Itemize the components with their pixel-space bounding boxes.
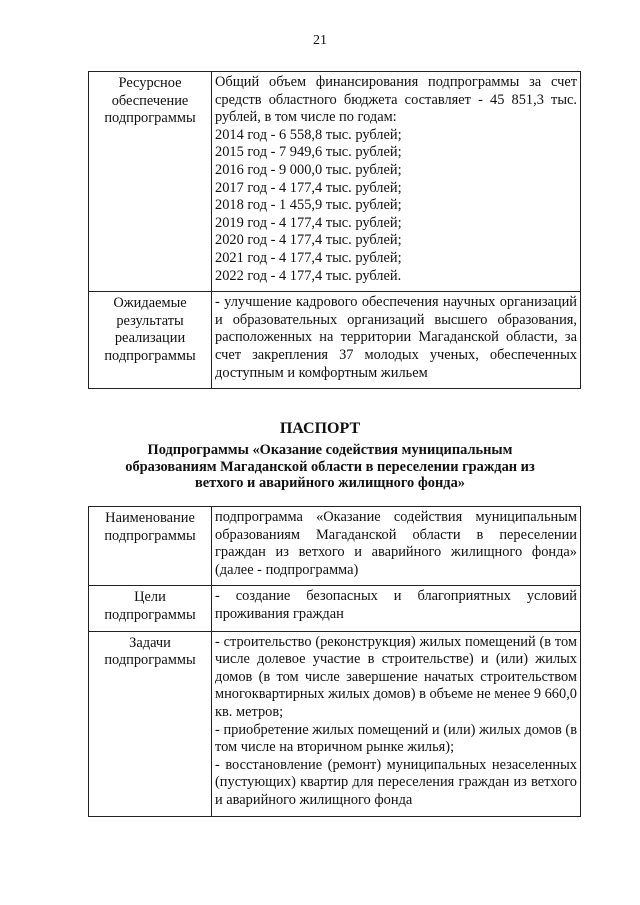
task-item-restoration: - восстановление (ремонт) муниципальных незаселенных (пустующих) квартир для переселения граждан из ветхого и аварийного жилищного фонда	[215, 756, 577, 808]
table-row	[89, 72, 581, 292]
passport-title: ПАСПОРТ	[279, 420, 361, 437]
funding-year-2021: 2021 год - 4 177,4 тыс. рублей;	[215, 249, 402, 266]
funding-text: Общий объем финансирования подпрограммы за счет средств областного бюджета составляет - 45 851,3 тыс. рублей, в том числе по годам:	[215, 74, 577, 126]
funding-year-2014: 2014 год - 6 558,8 тыс. рублей;	[215, 126, 402, 143]
funding-year-2017: 2017 год - 4 177,4 тыс. рублей;	[215, 179, 402, 196]
goals-label: Цели подпрограммы	[89, 586, 212, 631]
table-row	[89, 507, 581, 586]
name-label: Наименование подпрограммы	[89, 507, 212, 586]
funding-year-2016: 2016 год - 9 000,0 тыс. рублей;	[215, 161, 402, 178]
page-number: 21	[313, 33, 327, 48]
funding-label: Ресурсное обеспечение подпрограммы	[89, 72, 212, 292]
funding-year-2020: 2020 год - 4 177,4 тыс. рублей;	[215, 232, 402, 249]
table-row	[89, 586, 581, 631]
results-value: - улучшение кадрового обеспечения научных организаций и образовательных организаций высшего образования, расположенных на территории Магаданской области, за счет закрепления 37 молодых ученых, обеспеченных доступным и комфортным жильем	[212, 292, 581, 389]
tasks-label: Задачи подпрограммы	[89, 631, 212, 816]
goals-value: - создание безопасных и благоприятных условий проживания граждан	[212, 586, 581, 631]
task-item-purchase: - приобретение жилых помещений и (или) жилых домов (в том числе на вторичном рынке жилья);	[215, 721, 577, 756]
subprogram-continuation-table	[88, 71, 581, 389]
funding-year-2015: 2015 год - 7 949,6 тыс. рублей;	[215, 144, 402, 161]
task-item-construction: - строительство (реконструкция) жилых помещений (в том числе долевое участие в строительстве) и (или) жилых домов (в том числе завершение начатых строительством многоквартирных жилых домов) в объеме не менее 9 660,0 кв. метров;	[215, 633, 577, 720]
funding-year-2018: 2018 год - 1 455,9 тыс. рублей;	[215, 197, 402, 214]
funding-value	[212, 72, 581, 292]
tasks-value	[212, 631, 581, 816]
funding-year-2022: 2022 год - 4 177,4 тыс. рублей.	[215, 267, 402, 284]
passport-table	[88, 506, 581, 817]
results-label: Ожидаемые результаты реализации подпрограммы	[89, 292, 212, 389]
passport-subtitle: Подпрограммы «Оказание содействия муниципальным образованиям Магаданской области в переселении граждан из ветхого и аварийного жилищного фонда»	[125, 442, 535, 491]
name-value: подпрограмма «Оказание содействия муниципальным образованиям Магаданской области в переселении граждан из ветхого и аварийного жилищного фонда» (далее - подпрограмма)	[212, 507, 581, 586]
funding-year-2019: 2019 год - 4 177,4 тыс. рублей;	[215, 214, 402, 231]
table-row	[89, 631, 581, 816]
table-row	[89, 292, 581, 389]
